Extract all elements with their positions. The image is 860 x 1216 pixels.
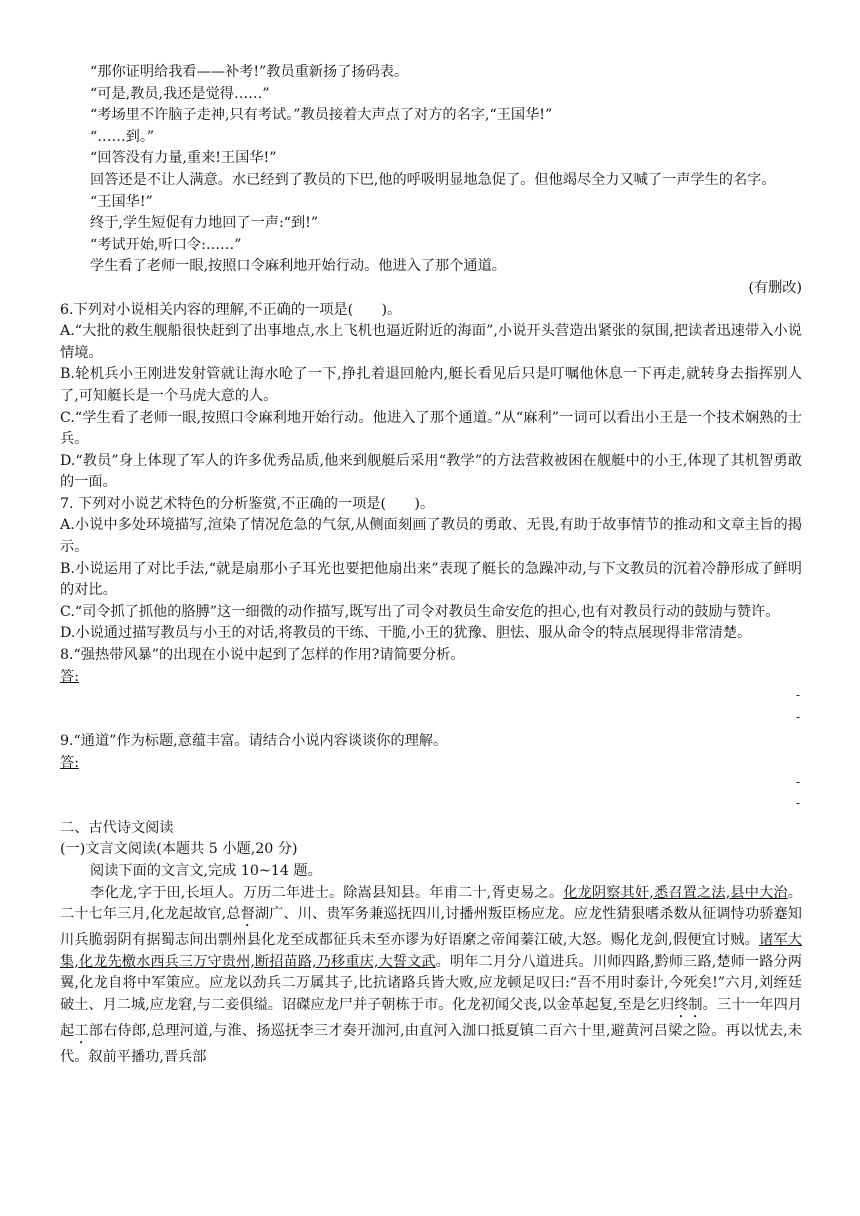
story-line: “可是,教员,我还是觉得……” <box>90 85 270 102</box>
line-marker: - <box>795 774 800 789</box>
story-line: 回答还是不让人满意。水已经到了教员的下巴,他的呼吸明显地急促了。但他竭尽全力又喊了一声学生的名字。 <box>90 171 776 188</box>
answer-label-text: 答: <box>60 755 79 771</box>
classical-passage <box>60 883 802 1069</box>
answer-label <box>60 753 802 775</box>
dotted-word: 督 <box>240 906 255 923</box>
line-marker: - <box>795 709 800 724</box>
line-marker: - <box>795 688 800 703</box>
story-line: “……到。” <box>90 128 155 145</box>
subsection-title: (一)文言文阅读(本题共 5 小题,20 分) <box>60 841 298 858</box>
question-8 <box>60 645 802 731</box>
option-b: B.轮机兵小王刚进发射管就让海水呛了一下,挣扎着退回舱内,艇长看见后只是叮嘱他休息一下再走,就转身去指挥别人了,可知艇长是一个马虎大意的人。 <box>60 366 802 404</box>
passage-text: 部右侍郎,总理河道,与淮、扬巡抚李三才奏开泇河,由直河入泇口抵夏镇二百六十里,避黄河吕梁之险。再以忧去,未代。叙前平播功,晋兵部 <box>60 1022 802 1065</box>
document-page <box>60 62 802 1069</box>
option-c: C.“学生看了老师一眼,按照口令麻利地开始行动。他进入了那个通道。”从“麻利”一词可以看出小王是一个技术娴熟的士兵。 <box>60 409 802 448</box>
underlined-sentence-2: 诸军大集,化龙先檄水西兵三万守贵州,断招苗路,乃移重庆,大誓文武 <box>60 932 802 970</box>
passage-text: 。三十一年四月起 <box>60 996 802 1039</box>
passage-text: 李化龙,字于田,长垣人。万历二年进士。除嵩县知县。年甫二十,胥吏易之。 <box>90 884 564 901</box>
option-a: A.“大批的救生舰船很快赶到了出事地点,水上飞机也逼近附近的海面”,小说开头营造出紧张的氛围,把读者迅速带入小说情境。 <box>60 323 802 361</box>
answer-label-text: 答: <box>60 668 79 685</box>
section-ancient-reading <box>60 818 802 1069</box>
story-line: “考场里不许脑子走神,只有考试。”教员接着大声点了对方的名字,“王国华!” <box>90 107 553 124</box>
dotted-word: 工 <box>74 1022 89 1039</box>
option-d: D.“教员”身上体现了军人的许多优秀品质,他来到舰艇后采用“教学”的方法营救被困在舰艇中的小王,体现了其机智勇敢的一面。 <box>60 452 802 491</box>
section-title: 二、古代诗文阅读 <box>60 819 174 836</box>
answer-blank[interactable] <box>60 710 802 732</box>
passage-text: 。二十七年三月,化龙起故官,总 <box>60 884 802 923</box>
question-stem: 7. 下列对小说艺术特色的分析鉴赏,不正确的一项是( )。 <box>60 495 435 512</box>
passage-text: 。明年二月分八道进兵。川师四路,黔师三路,楚师一路分两翼,化龙自将中军策应。应龙以劲兵二万属其子,比抗诸路兵皆大败,应龙顿足叹曰:“吾不用时泰计,今死矣!”六月,刘绖廷破土、月二城,应龙窘,与二妾俱缢。诏磔应龙尸并子朝栋于市。化龙初闻父丧,以金革起复,至是乞归 <box>60 953 802 1013</box>
question-6 <box>60 300 802 494</box>
story-excerpt <box>60 62 802 300</box>
answer-label <box>60 667 802 689</box>
option-b: B.小说运用了对比手法,“就是扇那小子耳光也要把他扇出来”表现了艇长的急躁冲动,与下文教员的沉着冷静形成了鲜明的对比。 <box>60 560 802 599</box>
question-stem: 9.“通道”作为标题,意蕴丰富。请结合小说内容谈谈你的理解。 <box>60 733 448 750</box>
dotted-word: 终制 <box>674 996 703 1013</box>
question-7 <box>60 494 802 645</box>
question-9 <box>60 731 802 817</box>
answer-blank[interactable] <box>60 688 802 710</box>
story-line: 终于,学生短促有力地回了一声:“到!” <box>90 215 319 232</box>
option-c: C.“司令抓了抓他的胳膊”这一细微的动作描写,既写出了司令对教员生命安危的担心,也有对教员行动的鼓励与赞许。 <box>60 603 780 620</box>
story-line: “回答没有力量,重来!王国华!” <box>90 150 277 167</box>
question-stem: 8.“强热带风暴”的出现在小说中起到了怎样的作用?请简要分析。 <box>60 647 465 664</box>
underlined-sentence-1: 化龙阴察其奸,悉召置之法,县中大治 <box>563 884 788 901</box>
option-d: D.小说通过描写教员与小王的对话,将教员的干练、干脆,小王的犹豫、胆怯、服从命令的特点展现得非常清楚。 <box>60 625 752 642</box>
story-line: “那你证明给我看——补考!”教员重新扬了扬码表。 <box>90 64 409 80</box>
instruction: 阅读下面的文言文,完成 10~14 题。 <box>90 862 322 879</box>
answer-blank[interactable] <box>60 796 802 818</box>
question-stem: 6.下列对小说相关内容的理解,不正确的一项是( )。 <box>60 301 402 318</box>
source-note: (有删改) <box>748 279 802 296</box>
story-line: 学生看了老师一眼,按照口令麻利地开始行动。他进入了那个通道。 <box>90 258 506 275</box>
passage-text: 湖广、川、贵军务兼巡抚四川,讨播州叛臣杨应龙。应龙性猜狠嗜杀数从征调恃功骄蹇知川兵脆弱阴有据蜀志间出剽州县化龙至成都征兵未至亦谬为好语縻之帝闻蓁江破,大怒。赐化龙剑,假便宜讨贼。 <box>60 906 802 949</box>
option-a: A.小说中多处环境描写,渲染了情况危急的气氛,从侧面刻画了教员的勇敢、无畏,有助于故事情节的推动和文章主旨的揭示。 <box>60 517 802 556</box>
story-line: “考试开始,听口令:……” <box>90 236 242 253</box>
story-line: “王国华!” <box>90 193 153 210</box>
line-marker: - <box>795 796 800 811</box>
answer-blank[interactable] <box>60 775 802 797</box>
